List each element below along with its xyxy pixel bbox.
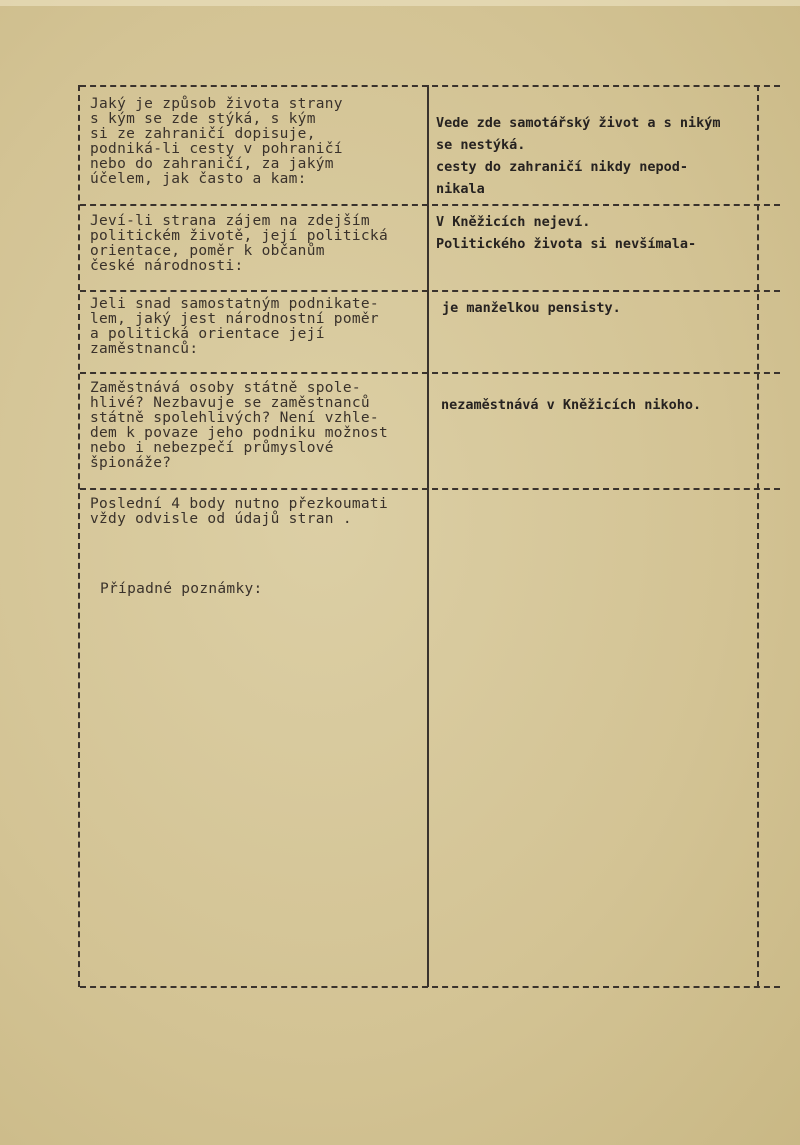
row-divider — [80, 372, 780, 374]
question-way-of-life: Jaký je způsob života strany s kým se zde stýká, s kým si ze zahraničí dopisuje, podniká-li cesty v pohraničí nebo do zahraničí, za jakým účelem, jak často a kam: — [90, 96, 343, 187]
answer-way-of-life: Vede zde samotářský život a s nikým se nestýká. cesty do zahraničí nikdy nepod- nikala — [436, 115, 721, 197]
question-employees: Zaměstnává osoby státně spole- hlivé? Nezbavuje se zaměstnanců státně spolehlivých? Není vzhle- dem k povaze jeho podniku možnost nebo i nebezpečí průmyslové špionáže? — [90, 380, 388, 471]
row-divider — [80, 290, 780, 292]
row-divider — [80, 488, 780, 490]
form-left-border — [78, 85, 80, 987]
notes-label: Případné poznámky: — [100, 581, 263, 597]
form-top-border — [80, 85, 780, 87]
question-entrepreneur: Jeli snad samostatným podnikate- lem, jaký jest národnostní poměr a politická orientace její zaměstnanců: — [90, 296, 379, 357]
note-last-four-points: Poslední 4 body nutno přezkoumati vždy odvisle od údajů stran . — [90, 496, 388, 527]
answer-entrepreneur: je manželkou pensisty. — [442, 300, 621, 316]
form-column-divider — [427, 85, 429, 987]
question-political-interest: Jeví-li strana zájem na zdejším politickém životě, její politická orientace, poměr k občanům české národnosti: — [90, 213, 388, 274]
answer-employees: nezaměstnává v Kněžicích nikoho. — [441, 397, 702, 413]
row-divider — [80, 204, 780, 206]
answer-political-interest: V Kněžicích nejeví. Politického života si nevšímala- — [436, 214, 697, 252]
paper-top-edge — [0, 0, 800, 6]
form-right-border — [757, 85, 759, 987]
form-bottom-border — [80, 986, 780, 988]
